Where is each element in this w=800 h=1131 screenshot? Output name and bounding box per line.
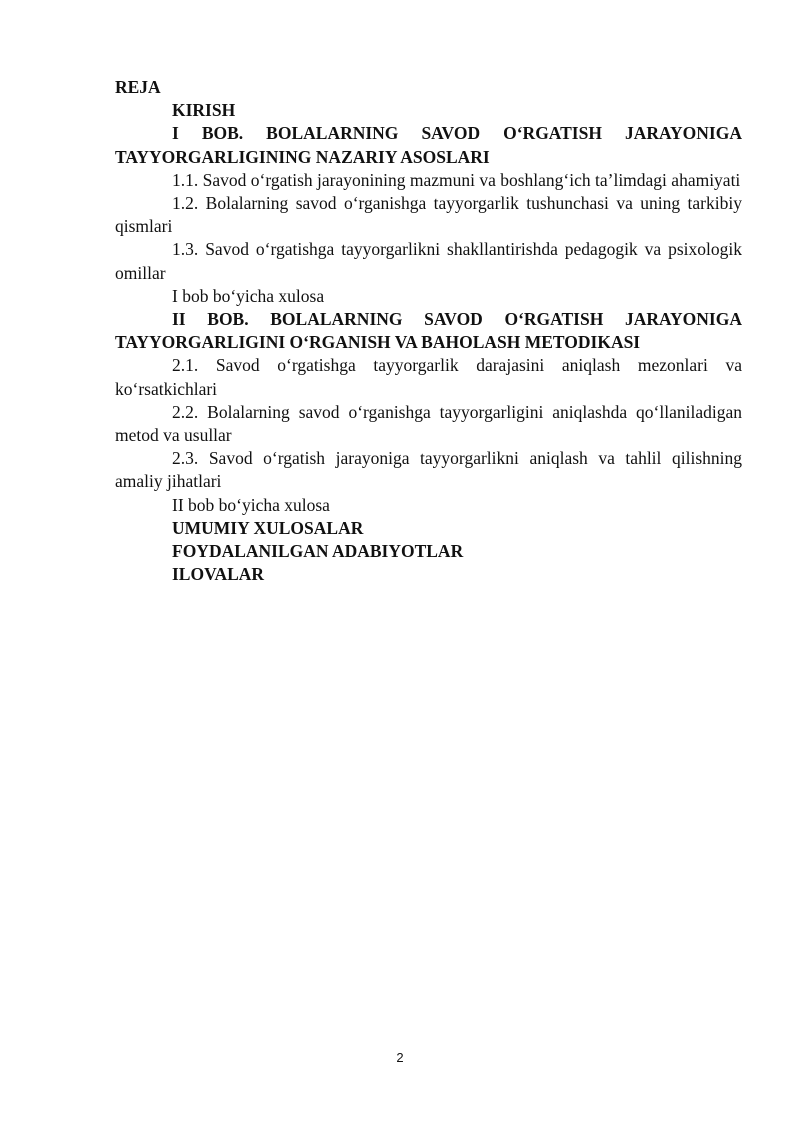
toc-entry-introduction: KIRISH bbox=[172, 100, 236, 121]
toc-chapter-2-conclusion: II bob bo‘yicha xulosa bbox=[172, 494, 330, 515]
toc-section-2-3: 2.3. Savod o‘rgatish jarayoniga tayyorgarlikni aniqlash va tahlil qilishning amaliy jihatlari bbox=[115, 448, 742, 492]
toc-references: FOYDALANILGAN ADABIYOTLAR bbox=[172, 541, 464, 562]
toc-general-conclusions: UMUMIY XULOSALAR bbox=[172, 517, 364, 538]
page-number: 2 bbox=[396, 1050, 404, 1065]
toc-section-2-2: 2.2. Bolalarning savod o‘rganishga tayyorgarligini aniqlashda qo‘llaniladigan metod va usullar bbox=[115, 401, 742, 446]
toc-chapter-1-conclusion: I bob bo‘yicha xulosa bbox=[172, 285, 325, 306]
toc-section-1-2: 1.2. Bolalarning savod o‘rganishga tayyorgarlik tushunchasi va uning tarkibiy qismlari bbox=[115, 193, 742, 237]
toc-section-1-3: 1.3. Savod o‘rgatishga tayyorgarlikni shakllantirishda pedagogik va psixologik omillar bbox=[115, 239, 742, 283]
page-title: REJA bbox=[115, 77, 161, 97]
toc-section-2-1: 2.1. Savod o‘rgatishga tayyorgarlik darajasini aniqlash mezonlari va ko‘rsatkichlari bbox=[115, 355, 742, 399]
toc-section-1-1: 1.1. Savod o‘rgatish jarayonining mazmuni va boshlang‘ich ta’limdagi ahamiyati bbox=[172, 169, 741, 190]
toc-chapter-1-heading: I BOB. BOLALARNING SAVOD O‘RGATISH JARAYONIGA TAYYORGARLIGINING NAZARIY ASOSLARI bbox=[115, 123, 742, 167]
plan-content bbox=[115, 76, 742, 586]
toc-appendices: ILOVALAR bbox=[172, 564, 265, 585]
toc-chapter-2-heading: II BOB. BOLALARNING SAVOD O‘RGATISH JARAYONIGA TAYYORGARLIGINI O‘RGANISH VA BAHOLASH METODIKASI bbox=[115, 309, 742, 353]
